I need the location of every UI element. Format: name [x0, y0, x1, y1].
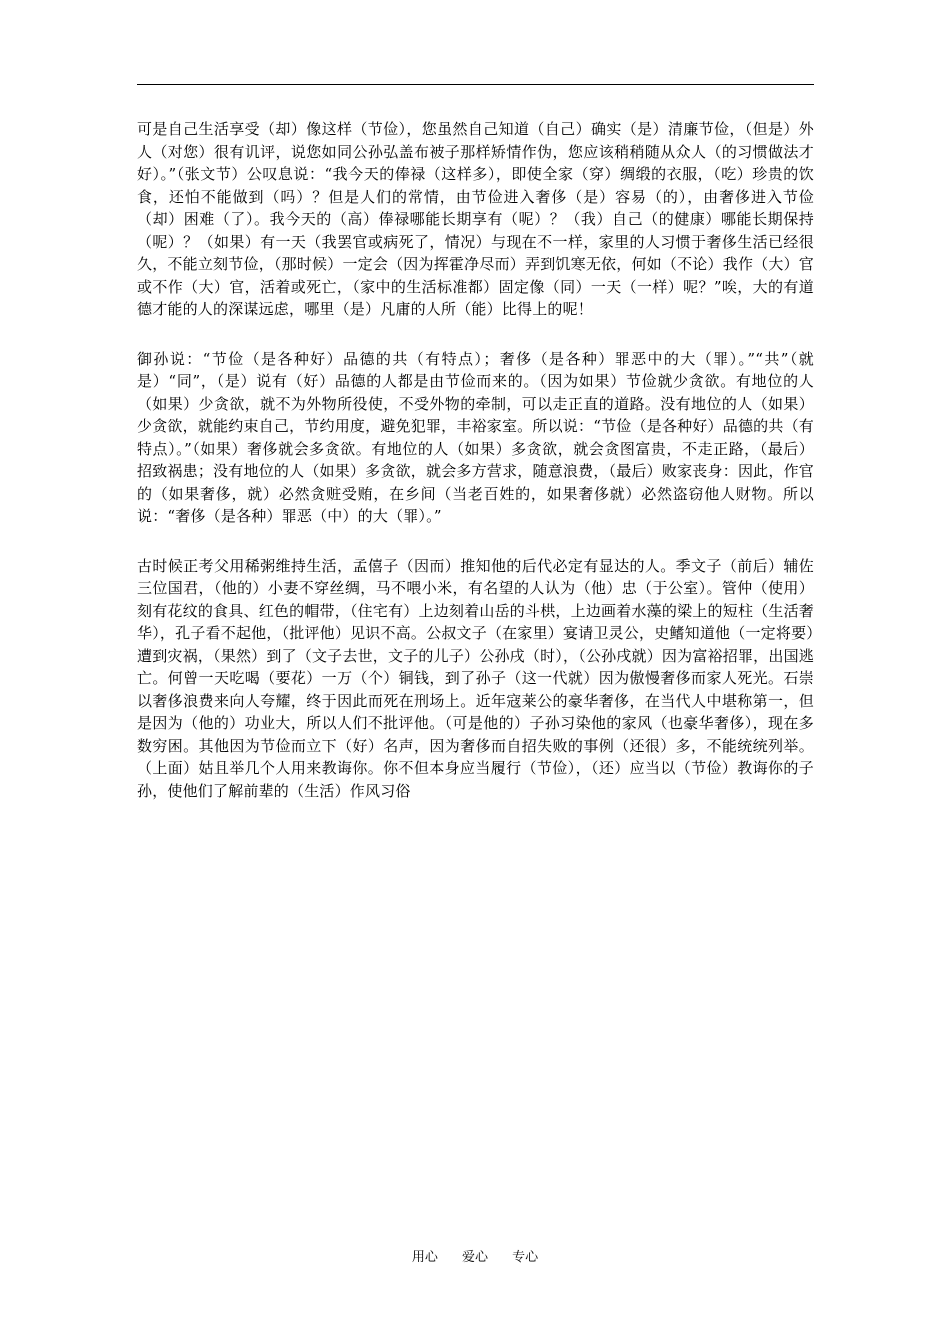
footer-motto-2: 爱心 — [461, 1250, 488, 1265]
document-body — [137, 118, 814, 829]
paragraph-3: 古时候正考父用稀粥维持生活，孟僖子（因而）推知他的后代必定有显达的人。季文子（前后）辅佐三位国君，（他的）小妻不穿丝绸，马不喂小米，有名望的人认为（他）忠（于公室）。管仲（使用）刻有花纹的食具、红色的帽带，（住宅有）上边刻着山岳的斗栱，上边画着水藻的梁上的短柱（生活奢华），孔子看不起他，（批评他）见识不高。公叔文子（在家里）宴请卫灵公，史鳍知道他（一定将要）遭到灾祸，（果然）到了（文子去世，文子的儿子）公孙戌（时），（公孙戌就）因为富裕招罪，出国逃亡。何曾一天吃喝（要花）一万（个）铜钱，到了孙子（这一代就）因为傲慢奢侈而家人死光。石崇以奢侈浪费来向人夸耀，终于因此而死在刑场上。近年寇莱公的豪华奢侈，在当代人中堪称第一，但是因为（他的）功业大，所以人们不批评他。（可是他的）子孙习染他的家风（也豪华奢侈），现在多数穷困。其他因为节俭而立下（好）名声，因为奢侈而自招失败的事例（还很）多，不能统统列举。（上面）姑且举几个人用来教诲你。你不但本身应当履行（节俭），（还）应当以（节俭）教诲你的子孙，使他们了解前辈的（生活）作风习俗 — [137, 556, 814, 800]
header-rule — [137, 84, 814, 85]
paragraph-2: 御孙说：“节俭（是各种好）品德的共（有特点）；奢侈（是各种）罪恶中的大（罪）。”“共”（就是）“同”，（是）说有（好）品德的人都是由节俭而来的。（因为如果）节俭就少贪欲。有地位的人（如果）少贪欲，就不为外物所役使，不受外物的牵制，可以走正直的道路。没有地位的人（如果）少贪欲，就能约束自己，节约用度，避免犯罪，丰裕家室。所以说：“节俭（是各种好）品德的共（有特点）。”（如果）奢侈就会多贪欲。有地位的人（如果）多贪欲，就会贪图富贵，不走正路，（最后）招致祸患；没有地位的人（如果）多贪欲，就会多方营求，随意浪费，（最后）败家丧身：因此，作官的（如果奢侈，就）必然贪赃受贿，在乡间（当老百姓的，如果奢侈就）必然盗窃他人财物。所以说：“奢侈（是各种）罪恶（中）的大（罪）。” — [137, 349, 814, 525]
page-footer — [0, 1249, 950, 1267]
paragraph-1: 可是自己生活享受（却）像这样（节俭），您虽然自己知道（自己）确实（是）清廉节俭，（但是）外人（对您）很有讥评，说您如同公孙弘盖布被子那样矫情作伪，您应该稍稍随从众人（的习惯做法才好）。”（张文节）公叹息说：“我今天的俸禄（这样多），即使全家（穿）绸缎的衣服，（吃）珍贵的饮食，还怕不能做到（吗）？但是人们的常情，由节俭进入奢侈（是）容易（的），由奢侈进入节俭（却）困难（了）。我今天的（高）俸禄哪能长期享有（呢）？（我）自己（的健康）哪能长期保持（呢）？（如果）有一天（我罢官或病死了，情况）与现在不一样，家里的人习惯于奢侈生活已经很久，不能立刻节俭，（那时候）一定会（因为挥霍净尽而）弄到饥寒无依，何如（不论）我作（大）官或不作（大）官，活着或死亡，（家中的生活标准都）固定像（同）一天（一样）呢？”唉，大的有道德才能的人的深谋远虑，哪里（是）凡庸的人所（能）比得上的呢！ — [137, 120, 814, 318]
footer-motto-1: 用心 — [411, 1250, 438, 1265]
footer-motto-3: 专心 — [512, 1250, 539, 1265]
